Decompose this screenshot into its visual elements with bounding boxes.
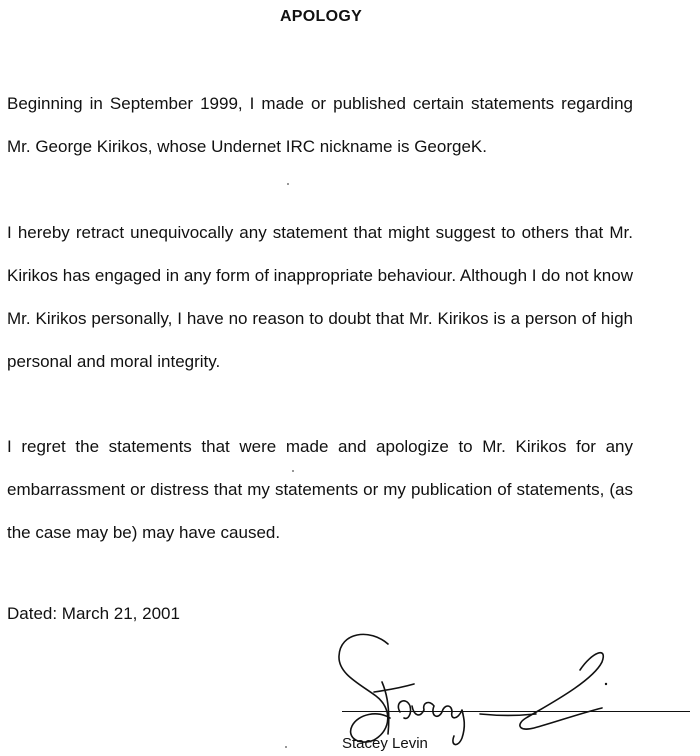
paragraph-2: I hereby retract unequivocally any statement that might suggest to others that Mr. Kirikos has engaged in any form of inappropriate behaviour. Although I do not know Mr. Kirikos personally, I have no reason to doubt that Mr. Kirikos is a person of high personal and moral integrity.: [7, 223, 633, 371]
paragraph-1: Beginning in September 1999, I made or published certain statements regarding Mr. George Kirikos, whose Undernet IRC nickname is GeorgeK.: [7, 94, 633, 156]
scan-speck: [292, 470, 294, 472]
date-line: Dated: March 21, 2001: [7, 604, 180, 623]
scan-speck: [285, 746, 287, 748]
signature-line: [342, 711, 690, 712]
scan-speck: [287, 183, 289, 185]
paragraph-3: I regret the statements that were made and apologize to Mr. Kirikos for any embarrassment or distress that my statements or my publication of statements, (as the case may be) may have caused.: [7, 437, 633, 542]
document-title: APOLOGY: [279, 8, 363, 25]
signer-name: Stacey Levin: [342, 735, 428, 752]
